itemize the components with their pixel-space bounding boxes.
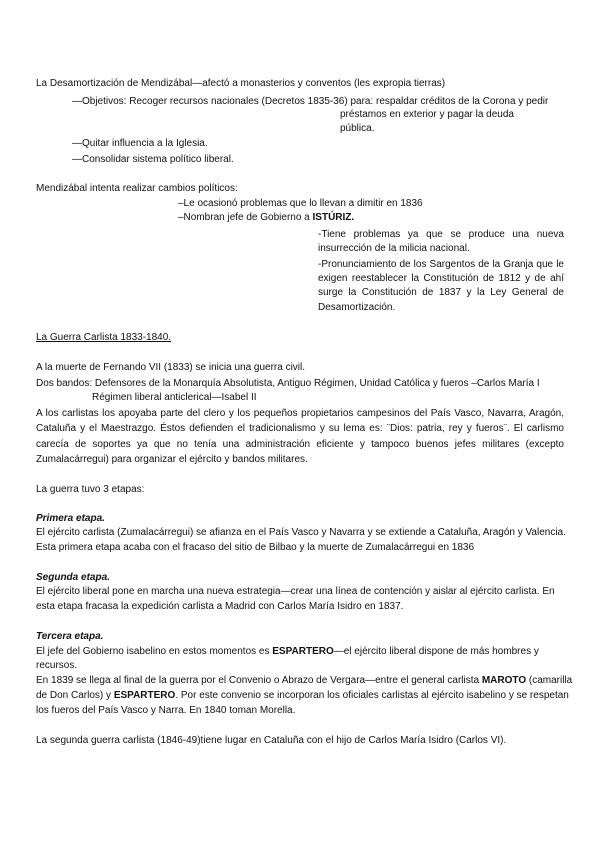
guerra-p3-line-2: Cataluña y el Maestrazgo. Éstos defienden el tradicionalismo y su lema es: ¨Dios: patria, rey y fueros¨. El carlismo xyxy=(36,423,564,434)
segunda-guerra-line: La segunda guerra carlista (1846-49)tiene lugar en Cataluña con el hijo de Carlos María Isidro (Carlos VI). xyxy=(36,735,507,746)
quitar-influencia-line: —Quitar influencia a la Iglesia. xyxy=(72,138,208,149)
mendizabal-point-a: –Le ocasionó problemas que lo llevan a dimitir en 1836 xyxy=(178,198,423,209)
espartero-name: ESPARTERO xyxy=(272,646,334,657)
tercera-etapa-title: Tercera etapa. xyxy=(36,631,104,642)
primera-etapa-line-2: Esta primera etapa acaba con el fracaso del sitio de Bilbao y la muerte de Zumalacárregui en 1836 xyxy=(36,542,475,553)
guerra-etapas: La guerra tuvo 3 etapas: xyxy=(36,484,145,495)
segunda-etapa-title: Segunda etapa. xyxy=(36,572,110,583)
objetivos-line-2: préstamos en exterior y pagar la deuda xyxy=(340,109,514,120)
guerra-bandos-1: Dos bandos: Defensores de la Monarquía Absolutista, Antiguo Régimen, Unidad Católica y fueros –Carlos María I xyxy=(36,378,540,389)
desamortizacion-heading: La Desamortización de Mendizábal—afectó a monasterios y conventos (les expropia tierras) xyxy=(36,78,446,89)
tercera-etapa-line-4: de Don Carlos) y ESPARTERO. Por este convenio se incorporan los oficiales carlistas al ejército isabelino y se respetan xyxy=(36,690,569,701)
consolidar-line: —Consolidar sistema político liberal. xyxy=(72,154,234,165)
guerra-p3-line-1: A los carlistas los apoyaba parte del clero y los pequeños propietarios campesinos del País Vasco, Navarra, Aragón, xyxy=(36,408,564,419)
tercera-etapa-line-3: En 1839 se llega al final de la guerra por el Convenio o Abrazo de Vergara—entre el general carlista MAROTO (camarilla xyxy=(36,675,573,686)
isturiz-name: ISTÚRIZ. xyxy=(312,212,355,223)
guerra-p1: A la muerte de Fernando VII (1833) se inicia una guerra civil. xyxy=(36,362,306,373)
primera-etapa-title: Primera etapa. xyxy=(36,513,105,524)
mendizabal-point-d3: surge la Constitución de 1837 y la Ley General de xyxy=(318,287,564,298)
tercera-etapa-line-5: los fueros del País Vasco y Narra. En 1840 toman Morella. xyxy=(36,705,296,716)
objetivos-line-3: pública. xyxy=(340,123,375,134)
guerra-bandos-2: Régimen liberal anticlerical—Isabel II xyxy=(92,392,257,403)
guerra-p3-line-4: Zumalacárregui) para organizar el ejército y bandos militares. xyxy=(36,454,308,465)
mendizabal-intro: Mendizábal intenta realizar cambios políticos: xyxy=(36,183,238,194)
guerra-p3-line-3: carecía de soportes ya que no tenía una administración eficiente y tampoco buenos jefes militares (excepto xyxy=(36,439,564,450)
segunda-etapa-line-1: El ejército liberal pone en marcha una nueva estrategia—crear una línea de contención y aislar al ejército carlista. En xyxy=(36,586,555,597)
maroto-name: MAROTO xyxy=(481,675,527,686)
guerra-carlista-title: La Guerra Carlista 1833-1840. xyxy=(36,332,172,343)
tercera-etapa-line-1: El jefe del Gobierno isabelino en estos momentos es ESPARTERO—el ejército liberal dispone de más hombres y xyxy=(36,646,539,657)
primera-etapa-line-1: El ejército carlista (Zumalacárregui) se afianza en el País Vasco y Navarra y se extiende a Cataluña, Aragón y Valencia. xyxy=(36,527,566,538)
mendizabal-point-d2: exigen reestablecer la Constitución de 1812 y de ahí xyxy=(318,273,564,284)
segunda-etapa-line-2: esta etapa fracasa la expedición carlista a Madrid con Carlos María Isidro en 1837. xyxy=(36,601,404,612)
tercera-etapa-line-2: recursos. xyxy=(36,660,78,671)
mendizabal-point-c2: insurrección de la milicia nacional. xyxy=(318,243,470,254)
mendizabal-point-d4: Desamortización. xyxy=(318,302,396,313)
objetivos-line: —Objetivos: Recoger recursos nacionales (Decretos 1835-36) para: respaldar créditos de la Corona y pedir xyxy=(72,96,549,107)
mendizabal-point-b: –Nombran jefe de Gobierno a ISTÚRIZ. xyxy=(178,212,355,223)
espartero-name-2: ESPARTERO xyxy=(113,690,176,701)
mendizabal-point-c1: -Tiene problemas ya que se produce una nueva xyxy=(318,229,564,240)
mendizabal-point-d1: -Pronunciamiento de los Sargentos de la Granja que le xyxy=(318,259,564,270)
